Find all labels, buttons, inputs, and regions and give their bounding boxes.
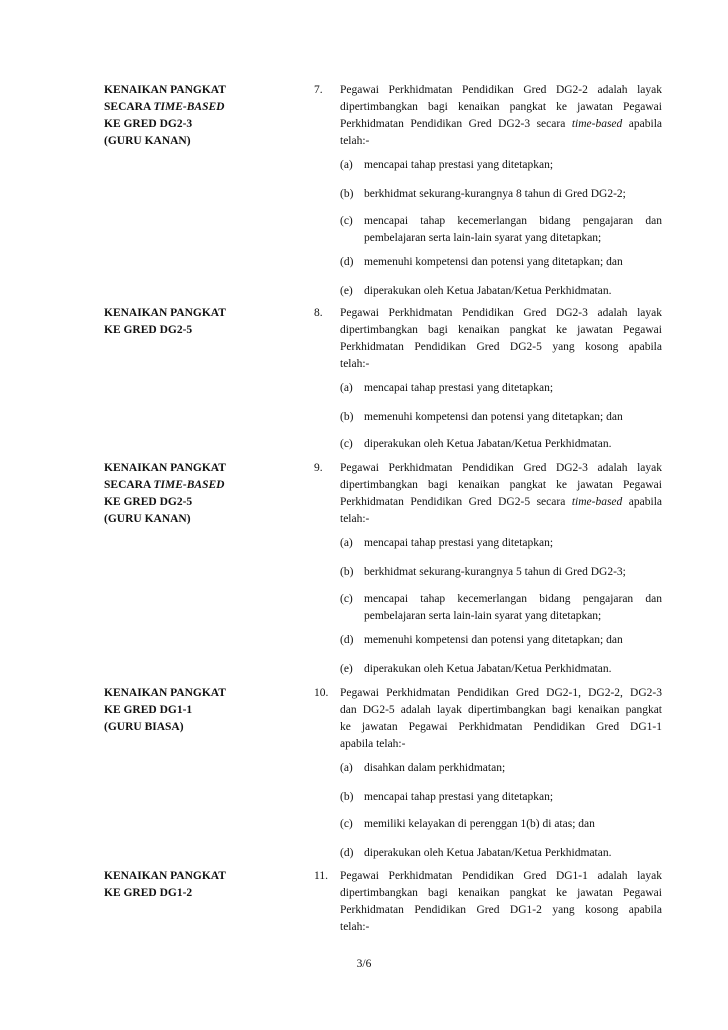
list-item-text [364, 760, 662, 777]
list-item-text [364, 436, 662, 453]
paragraph-text [340, 868, 662, 936]
section-heading [104, 305, 294, 339]
list-item-label: (d) [340, 256, 354, 268]
paragraph-line: dan DG2-5 adalah layak dipertimbangkan bagi kenaikan pangkat [340, 704, 662, 716]
paragraph-number: 7. [314, 84, 323, 96]
heading-line: KENAIKAN PANGKAT [104, 687, 226, 699]
heading-line: KENAIKAN PANGKAT [104, 870, 226, 882]
paragraph-line: Perkhidmatan Pendidikan Gred DG2-3 secara time-based apabila [340, 118, 662, 130]
list-item-line: memenuhi kompetensi dan potensi yang ditetapkan; dan [364, 411, 623, 423]
paragraph-text [340, 305, 662, 373]
heading-line: KE GRED DG1-1 [104, 704, 193, 716]
list-item-text [364, 564, 662, 581]
list-item-line: diperakukan oleh Ketua Jabatan/Ketua Perkhidmatan. [364, 285, 612, 297]
list-item-label: (b) [340, 791, 354, 803]
heading-line: (GURU BIASA) [104, 721, 184, 733]
list-item-label: (e) [340, 663, 353, 675]
paragraph-line: Perkhidmatan Pendidikan Gred DG2-5 secara time-based apabila [340, 496, 662, 508]
paragraph-line: Pegawai Perkhidmatan Pendidikan Gred DG2-3 adalah layak [340, 307, 662, 319]
heading-line: KE GRED DG1-2 [104, 887, 193, 899]
list-item-label: (d) [340, 634, 354, 646]
paragraph-line: dipertimbangkan bagi kenaikan pangkat ke jawatan Pegawai [340, 887, 662, 899]
list-item-label: (a) [340, 159, 353, 171]
heading-line: KE GRED DG2-3 [104, 118, 193, 130]
list-item-line: diperakukan oleh Ketua Jabatan/Ketua Perkhidmatan. [364, 438, 612, 450]
page-number: 3/6 [356, 958, 372, 970]
list-item-line: mencapai tahap prestasi yang ditetapkan; [364, 159, 554, 171]
heading-line: (GURU KANAN) [104, 513, 191, 525]
section-heading [104, 685, 294, 736]
list-item-label: (c) [340, 438, 353, 450]
list-item-text [364, 591, 662, 625]
heading-line: KE GRED DG2-5 [104, 324, 193, 336]
heading-line: KENAIKAN PANGKAT [104, 84, 226, 96]
section-heading [104, 868, 294, 902]
paragraph-line: Pegawai Perkhidmatan Pendidikan Gred DG2-3 adalah layak [340, 462, 662, 474]
paragraph-line: Perkhidmatan Pendidikan Gred DG2-5 yang kosong apabila [340, 341, 662, 353]
list-item-text [364, 661, 662, 678]
list-item-text [364, 789, 662, 806]
list-item-line: mencapai tahap kecemerlangan bidang pengajaran dan [364, 215, 662, 227]
list-item-label: (c) [340, 818, 353, 830]
list-item-text [364, 213, 662, 247]
list-item-line: berkhidmat sekurang-kurangnya 5 tahun di Gred DG2-3; [364, 566, 626, 578]
paragraph-line: Pegawai Perkhidmatan Pendidikan Gred DG2-1, DG2-2, DG2-3 [340, 687, 662, 699]
paragraph-text [340, 82, 662, 150]
paragraph-line: Pegawai Perkhidmatan Pendidikan Gred DG1-1 adalah layak [340, 870, 662, 882]
list-item-label: (a) [340, 762, 353, 774]
list-item-text [364, 186, 662, 203]
heading-line: SECARA TIME-BASED [104, 101, 225, 113]
list-item-text [364, 380, 662, 397]
paragraph-line: dipertimbangkan bagi kenaikan pangkat ke jawatan Pegawai [340, 101, 662, 113]
heading-line: KENAIKAN PANGKAT [104, 307, 226, 319]
paragraph-line: telah:- [340, 135, 370, 147]
list-item-label: (b) [340, 188, 354, 200]
list-item-line: mencapai tahap prestasi yang ditetapkan; [364, 537, 554, 549]
paragraph-line: telah:- [340, 513, 370, 525]
list-item-label: (d) [340, 847, 354, 859]
heading-line: KENAIKAN PANGKAT [104, 462, 226, 474]
paragraph-line: Pegawai Perkhidmatan Pendidikan Gred DG2-2 adalah layak [340, 84, 662, 96]
list-item-label: (a) [340, 382, 353, 394]
paragraph-line: telah:- [340, 921, 370, 933]
list-item-text [364, 632, 662, 649]
list-item-text [364, 409, 662, 426]
list-item-line: disahkan dalam perkhidmatan; [364, 762, 506, 774]
list-item-line: pembelajaran serta lain-lain syarat yang ditetapkan; [364, 232, 602, 244]
heading-line: (GURU KANAN) [104, 135, 191, 147]
paragraph-line: dipertimbangkan bagi kenaikan pangkat ke jawatan Pegawai [340, 479, 662, 491]
list-item-line: pembelajaran serta lain-lain syarat yang ditetapkan; [364, 610, 602, 622]
list-item-line: memenuhi kompetensi dan potensi yang ditetapkan; dan [364, 256, 623, 268]
list-item-line: diperakukan oleh Ketua Jabatan/Ketua Perkhidmatan. [364, 847, 612, 859]
paragraph-line: telah:- [340, 358, 370, 370]
heading-line: KE GRED DG2-5 [104, 496, 193, 508]
paragraph-line: dipertimbangkan bagi kenaikan pangkat ke jawatan Pegawai [340, 324, 662, 336]
list-item-text [364, 157, 662, 174]
list-item-text [364, 283, 662, 300]
paragraph-line: apabila telah:- [340, 738, 406, 750]
list-item-line: mencapai tahap prestasi yang ditetapkan; [364, 791, 554, 803]
list-item-text [364, 816, 662, 833]
heading-line: SECARA TIME-BASED [104, 479, 225, 491]
section-heading [104, 460, 294, 528]
list-item-line: berkhidmat sekurang-kurangnya 8 tahun di Gred DG2-2; [364, 188, 626, 200]
list-item-label: (e) [340, 285, 353, 297]
list-item-label: (c) [340, 215, 353, 227]
paragraph-text [340, 685, 662, 753]
list-item-label: (b) [340, 411, 354, 423]
paragraph-number: 11. [314, 870, 328, 882]
list-item-text [364, 254, 662, 271]
list-item-label: (a) [340, 537, 353, 549]
paragraph-line: Perkhidmatan Pendidikan Gred DG1-2 yang kosong apabila [340, 904, 662, 916]
paragraph-line: ke jawatan Pegawai Perkhidmatan Pendidikan Gred DG1-1 [340, 721, 662, 733]
list-item-line: mencapai tahap kecemerlangan bidang pengajaran dan [364, 593, 662, 605]
paragraph-number: 9. [314, 462, 323, 474]
list-item-line: memiliki kelayakan di perenggan 1(b) di atas; dan [364, 818, 595, 830]
paragraph-number: 10. [314, 687, 329, 699]
list-item-label: (b) [340, 566, 354, 578]
list-item-label: (c) [340, 593, 353, 605]
section-heading [104, 82, 294, 150]
list-item-text [364, 845, 662, 862]
list-item-line: diperakukan oleh Ketua Jabatan/Ketua Perkhidmatan. [364, 663, 612, 675]
list-item-line: mencapai tahap prestasi yang ditetapkan; [364, 382, 554, 394]
paragraph-number: 8. [314, 307, 323, 319]
list-item-line: memenuhi kompetensi dan potensi yang ditetapkan; dan [364, 634, 623, 646]
list-item-text [364, 535, 662, 552]
paragraph-text [340, 460, 662, 528]
